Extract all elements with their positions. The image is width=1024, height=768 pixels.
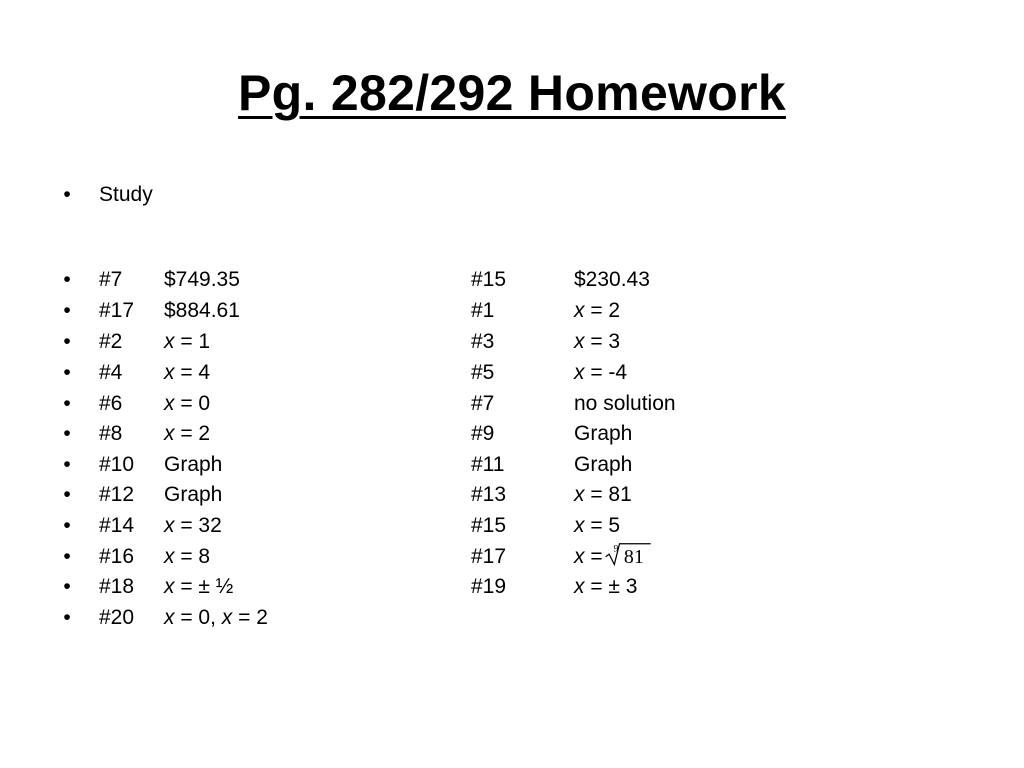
bullet: •: [63, 483, 71, 506]
bullet: •: [63, 453, 71, 476]
answer: x = 4: [164, 361, 211, 384]
answer: no solution: [574, 392, 676, 415]
study-item: [0, 180, 1024, 210]
problem-number: #17: [471, 545, 507, 568]
answer: x = 3: [574, 330, 621, 353]
list-item: [0, 572, 900, 602]
answer: x = 5: [574, 514, 621, 537]
answer: x = 81: [574, 483, 632, 506]
problem-number: #10: [99, 453, 135, 476]
answer: x = 8: [164, 545, 211, 568]
study-label: Study: [99, 183, 153, 206]
problem-number: #3: [471, 330, 495, 353]
answer: Graph: [164, 453, 223, 476]
bullet: •: [63, 361, 71, 384]
problem-number: #6: [99, 392, 123, 415]
list-item: [0, 542, 900, 572]
list-item: [0, 603, 460, 633]
answer: x = 32: [164, 514, 222, 537]
list-item: [0, 511, 900, 541]
slide-title: Pg. 282/292 Homework: [238, 65, 786, 121]
bullet: •: [63, 330, 71, 353]
answer: Graph: [574, 453, 633, 476]
bullet: •: [63, 606, 71, 629]
answer: x = 2: [574, 299, 621, 322]
problem-number: #5: [471, 361, 495, 384]
radical-index: 9: [613, 544, 619, 555]
answer: x = 0, x = 2: [164, 606, 268, 629]
problem-number: #15: [471, 268, 507, 291]
problem-number: #13: [471, 483, 507, 506]
radical-expression: [583, 542, 663, 568]
bullet: •: [63, 183, 71, 206]
answer: x = 1: [164, 330, 211, 353]
problem-number: #18: [99, 575, 135, 598]
list-item: [0, 419, 900, 449]
problem-number: #20: [99, 606, 135, 629]
problem-number: #9: [471, 422, 495, 445]
problem-number: #2: [99, 330, 123, 353]
answer: $749.35: [164, 268, 240, 291]
answer: Graph: [164, 483, 223, 506]
answer: $884.61: [164, 299, 240, 322]
answer: x = -4: [574, 361, 628, 384]
bullet: •: [63, 545, 71, 568]
problem-number: #19: [471, 575, 507, 598]
answer: x = ± 3: [574, 575, 638, 598]
list-item: [0, 265, 900, 295]
problem-number: #11: [471, 453, 505, 476]
bullet: •: [63, 299, 71, 322]
problem-number: #15: [471, 514, 507, 537]
radicand: 81: [623, 545, 644, 568]
problem-number: #14: [99, 514, 135, 537]
bullet: •: [63, 268, 71, 291]
problem-number: #8: [99, 422, 123, 445]
problem-number: #1: [471, 299, 495, 322]
problem-number: #7: [99, 268, 123, 291]
answer: x = 2: [164, 422, 211, 445]
answer: $230.43: [574, 268, 650, 291]
problem-number: #7: [471, 392, 495, 415]
list-item: [0, 480, 900, 510]
problem-number: #17: [99, 299, 135, 322]
problem-number: #16: [99, 545, 135, 568]
bullet: •: [63, 392, 71, 415]
list-item: [0, 358, 900, 388]
list-item: [0, 389, 900, 419]
list-item: [0, 450, 900, 480]
bullet: •: [63, 422, 71, 445]
problem-number: #12: [99, 483, 135, 506]
list-item: [0, 327, 900, 357]
answer: x =: [574, 545, 603, 568]
bullet: •: [63, 575, 71, 598]
problem-number: #4: [99, 361, 123, 384]
list-item: [0, 296, 900, 326]
answer: x = 0: [164, 392, 211, 415]
answer: x = ± ½: [164, 575, 234, 598]
bullet: •: [63, 514, 71, 537]
answer: Graph: [574, 422, 633, 445]
